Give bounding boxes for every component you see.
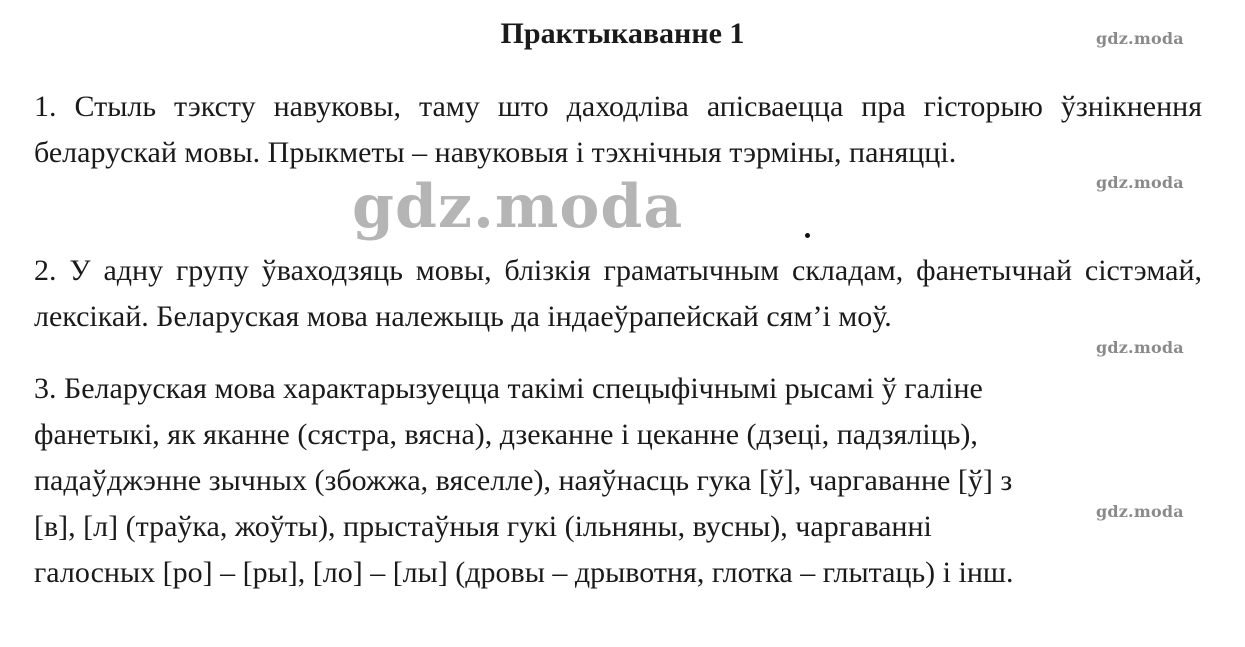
paragraph-3-line: падаўджэнне зычных (збожжа, вяселле), наяўнасць гука [ў], чаргаванне [ў] з — [34, 464, 1013, 497]
paragraph-3-line: галосных [ро] – [ры], [ло] – [лы] (дровы – дрывотня, глотка – глытаць) і інш. — [34, 556, 1014, 589]
watermark-small-4: gdz.moda — [1096, 502, 1184, 521]
watermark-small-1: gdz.moda — [1096, 29, 1184, 48]
watermark-small-3: gdz.moda — [1096, 338, 1184, 357]
page-title: Практыкаванне 1 — [500, 17, 745, 50]
watermark-large: gdz.moda — [352, 172, 684, 242]
paragraph-3-line: фанетыкі, як яканне (сястра, вясна), дзеканне і цеканне (дзеці, падзяліць), — [34, 418, 978, 451]
paragraph-3-line: [в], [л] (траўка, жоўты), прыстаўныя гукі (ільняны, вусны), чаргаванні — [34, 510, 932, 543]
paragraph-1: 1. Стыль тэксту навуковы, таму што даходліва апісваецца пра гісторыю ўзнікнення беларускай мовы. Прыкметы – навуковыя і тэхнічныя тэрміны, паняцці. — [34, 90, 1202, 169]
paragraph-2: 2. У адну групу ўваходзяць мовы, блізкія граматычным складам, фанетычнай сістэмай, лексікай. Беларуская мова належыць да індаеўрапейскай сям’і моў. — [34, 254, 1202, 333]
stray-dot — [805, 233, 810, 238]
watermark-small-2: gdz.moda — [1096, 173, 1184, 192]
paragraph-3-line: 3. Беларуская мова характарызуецца такімі спецыфічнымі рысамі ў галіне — [34, 372, 983, 405]
paragraph-3 — [34, 366, 1202, 596]
